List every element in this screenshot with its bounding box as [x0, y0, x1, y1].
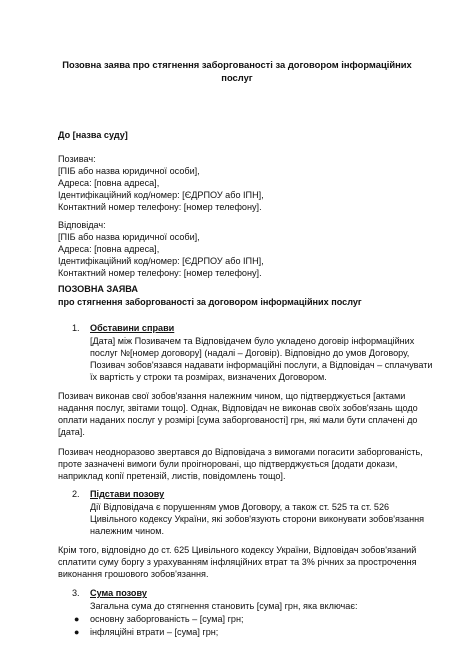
section-1-line: послуг №[номер договору] (надалі – Договір). Відповідно до умов Договору,	[90, 348, 410, 358]
paragraph-line: наприклад копії претензій, листів, повідомлень тощо].	[58, 471, 286, 481]
section-3-number: 3.	[72, 588, 80, 598]
plaintiff-address: Адреса: [повна адреса],	[58, 178, 160, 188]
defendant-id: Ідентифікаційний код/номер: [ЄДРПОУ або ІПН],	[58, 256, 264, 266]
bullet-item-inflation: інфляційні втрати – [сума] грн;	[90, 627, 219, 637]
paragraph-line: [дата].	[58, 427, 85, 437]
paragraph-line: надання послуг, звітами тощо]. Однак, Відповідач не виконав своїх зобов'язань щодо	[58, 403, 418, 413]
plaintiff-name: [ПІБ або назва юридичної особи],	[58, 166, 200, 176]
title-line-2: послуг	[221, 72, 253, 83]
section-1-line: [Дата] між Позивачем та Відповідачем було укладено договір інформаційних	[90, 336, 415, 346]
document-title	[40, 58, 434, 84]
claim-heading: ПОЗОВНА ЗАЯВА	[58, 284, 138, 294]
defendant-name: [ПІБ або назва юридичної особи],	[58, 232, 200, 242]
court-address: До [назва суду]	[58, 130, 128, 140]
section-2-number: 2.	[72, 489, 80, 499]
section-1-line: їх вартість у строки та розмірах, визначених Договором.	[90, 372, 327, 382]
section-1-number: 1.	[72, 323, 80, 333]
paragraph-line: виконання грошового зобов'язання.	[58, 569, 209, 579]
paragraph-line: оплати наданих послуг у розмірі [сума заборгованості] грн, які мали бути сплачені до	[58, 415, 418, 425]
bullet-dot-icon: ●	[74, 614, 80, 624]
claim-subheading: про стягнення заборгованості за договором інформаційних послуг	[58, 297, 362, 307]
plaintiff-block	[58, 153, 264, 213]
plaintiff-id: Ідентифікаційний код/номер: [ЄДРПОУ або ІПН],	[58, 190, 264, 200]
section-2-text	[90, 501, 424, 537]
defendant-phone: Контактний номер телефону: [номер телефону].	[58, 268, 262, 278]
title-line-1: Позовна заява про стягнення заборгованості за договором інформаційних	[62, 59, 412, 70]
bullet-dot-icon: ●	[74, 627, 80, 637]
paragraph-line: Позивач виконав свої зобов'язання належним чином, що підтверджується [актами	[58, 391, 406, 401]
section-3-text: Загальна сума до стягнення становить [сума] грн, яка включає:	[90, 601, 358, 611]
defendant-heading: Відповідач:	[58, 220, 106, 230]
paragraph-line: проте зазначені вимоги були проігноровані, що підтверджується [додати докази,	[58, 459, 398, 469]
bullet-item-main-debt: основну заборгованість – [сума] грн;	[90, 614, 244, 624]
section-2-line: належним чином.	[90, 526, 164, 536]
plaintiff-heading: Позивач:	[58, 154, 96, 164]
section-2-title: Підстави позову	[90, 489, 165, 499]
defendant-address: Адреса: [повна адреса],	[58, 244, 160, 254]
section-3-title: Сума позову	[90, 588, 147, 598]
paragraph-demands	[58, 446, 423, 482]
paragraph-line: Позивач неодноразово звертався до Відповідача з вимогами погасити заборгованість,	[58, 447, 423, 457]
paragraph-line: Крім того, відповідно до ст. 625 Цивільного кодексу України, Відповідач зобов'язаний	[58, 545, 417, 555]
paragraph-line: сплатити суму боргу з урахуванням інфляційних втрат та 3% річних за прострочення	[58, 557, 417, 567]
defendant-block	[58, 219, 264, 279]
section-1-line: Позивач зобов'язався надавати інформаційні послуги, а Відповідач – сплачувати	[90, 360, 433, 370]
section-2-line: Цивільного кодексу України, які зобов'язують сторони виконувати зобов'язання	[90, 514, 425, 524]
section-1-text	[90, 335, 432, 383]
paragraph-article-625	[58, 544, 417, 580]
plaintiff-phone: Контактний номер телефону: [номер телефону].	[58, 202, 262, 212]
section-2-line: Дії Відповідача є порушенням умов Договору, а також ст. 525 та ст. 526	[90, 502, 390, 512]
section-1-title: Обставини справи	[90, 323, 175, 333]
paragraph-performance	[58, 390, 418, 438]
